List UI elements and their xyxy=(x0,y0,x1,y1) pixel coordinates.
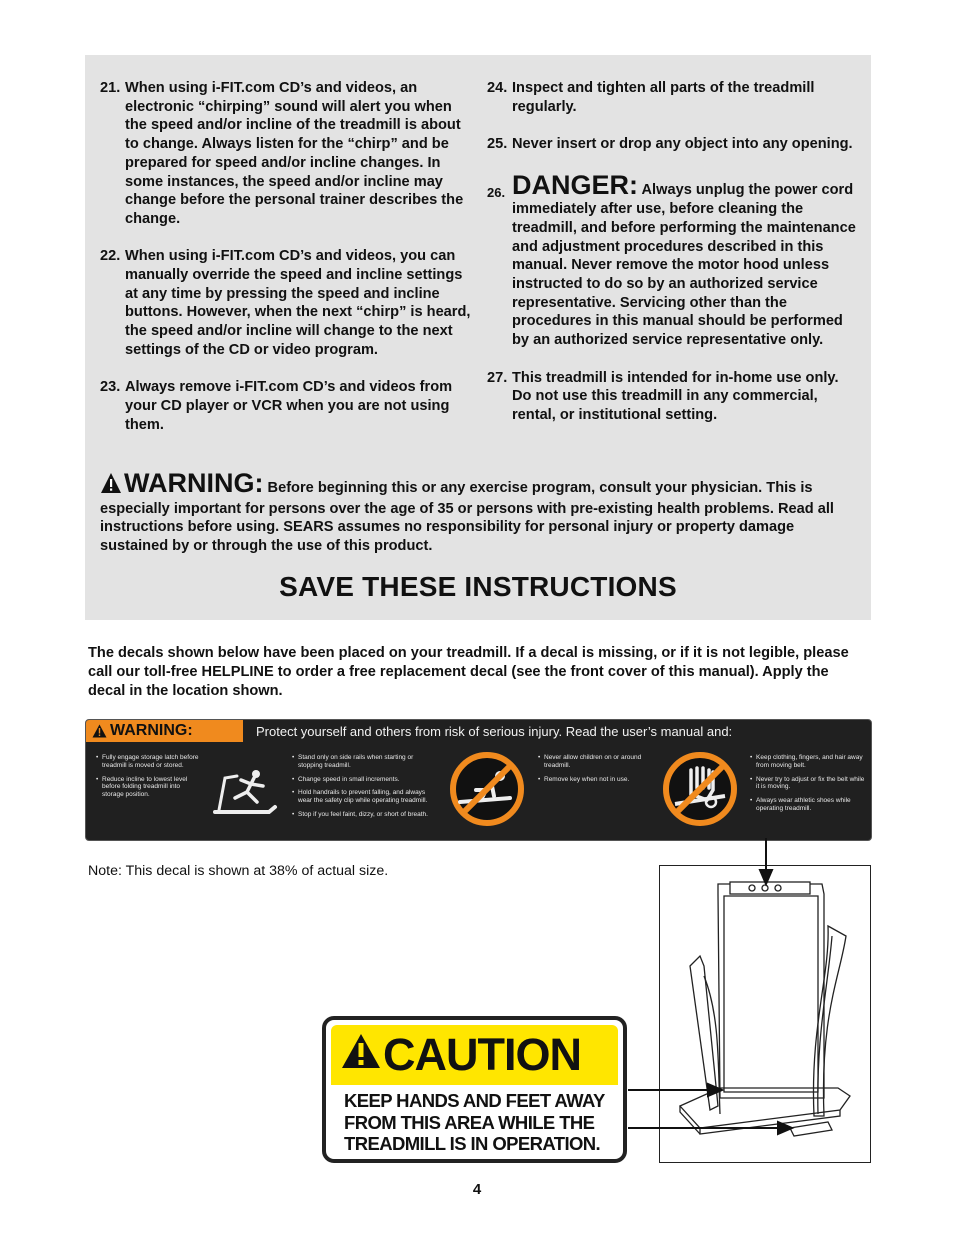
caution-message xyxy=(344,1090,615,1155)
safety-column-left xyxy=(100,79,472,453)
falling-person-icon xyxy=(211,760,281,820)
safety-column-right xyxy=(487,79,859,443)
safety-item-27 xyxy=(487,369,859,425)
item-number: 22. xyxy=(100,248,121,265)
warning-word: WARNING: xyxy=(124,468,264,498)
item-number: 26. xyxy=(487,185,506,201)
decal-col-2 xyxy=(292,754,437,825)
treadmill-illustration xyxy=(659,865,871,1163)
no-children-icon xyxy=(448,750,526,828)
decal-col-4 xyxy=(750,754,865,819)
decal-bullet: • Always wear athletic shoes while operating treadmill. xyxy=(750,797,865,813)
caution-line: FROM THIS AREA WHILE THE xyxy=(344,1111,595,1133)
decal-bullet: • Change speed in small increments. xyxy=(292,776,437,784)
item-text: This treadmill is intended for in-home use only. Do not use this treadmill in any commercial, rental, or institutional setting. xyxy=(512,369,839,423)
item-text xyxy=(512,172,859,349)
danger-text: Always unplug the power cord immediately after use, before cleaning the treadmill, and before performing the maintenance and adjustment procedures described in this manual. Never remove the motor hood unless instructed to do so by an authorized service representative. Servicing other than the procedures in this manual should be performed by an authorized service representative only. xyxy=(512,182,856,349)
decal-bullet: • Never allow children on or around treadmill. xyxy=(538,754,648,770)
decal-bullet: • Stop if you feel faint, dizzy, or short of breath. xyxy=(292,811,437,819)
item-number: 25. xyxy=(487,136,508,153)
decal-intro-text: The decals shown below have been placed on your treadmill. If a decal is missing, or if it is not legible, please call our toll-free HELPLINE to order a free replacement decal (see the front cover of this manual). Apply the decal in the location shown. xyxy=(88,645,849,699)
warning-decal xyxy=(85,719,872,841)
safety-item-24 xyxy=(487,79,859,116)
item-text: Never insert or drop any object into any opening. xyxy=(512,136,853,153)
item-number: 21. xyxy=(100,80,121,96)
decal-bullet: • Stand only on side rails when starting or stopping treadmill. xyxy=(292,754,437,770)
decal-size-note: Note: This decal is shown at 38% of actual size. xyxy=(88,863,389,879)
caution-band xyxy=(331,1025,618,1085)
item-number: 23. xyxy=(100,379,121,396)
safety-item-26 xyxy=(487,172,859,349)
decal-header-text: Protect yourself and others from risk of serious injury. Read the user’s manual and: xyxy=(256,724,733,739)
warning-triangle-icon xyxy=(100,472,122,500)
danger-word: DANGER: xyxy=(512,170,638,201)
decal-bullet: • Keep clothing, fingers, and hair away from moving belt. xyxy=(750,754,865,770)
warning-paragraph xyxy=(100,468,860,556)
decal-bullet: • Hold handrails to prevent falling, and always wear the safety clip while operating treadmill. xyxy=(292,789,437,805)
decal-bullet: • Reduce incline to lowest level before folding treadmill into storage position. xyxy=(96,776,201,799)
save-instructions-title: SAVE THESE INSTRUCTIONS xyxy=(279,571,677,602)
item-text: When using i-FIT.com CD’s and videos, an electronic “chirping” sound will alert you when the speed and/or incline of the treadmill is about to change. Always listen for the “chirp” and be prepared for speed and/or incline changes. In some instances, the speed and/or incline may change before the personal trainer describes the change. xyxy=(125,80,464,227)
item-text: Inspect and tighten all parts of the treadmill regularly. xyxy=(512,80,815,115)
decal-bullet: • Fully engage storage latch before treadmill is moved or stored. xyxy=(96,754,201,770)
decal-warning-triangle-icon xyxy=(92,724,107,738)
decal-bullet: • Remove key when not in use. xyxy=(538,776,648,784)
caution-word: CAUTION xyxy=(383,1029,581,1080)
safety-item-23 xyxy=(100,378,472,434)
decal-col-3 xyxy=(538,754,648,789)
safety-item-21 xyxy=(100,79,472,229)
treadmill-folded-icon xyxy=(660,866,870,1162)
safety-item-25 xyxy=(487,135,859,154)
page-number: 4 xyxy=(472,1181,482,1198)
decal-bullet: • Never try to adjust or fix the belt while it is moving. xyxy=(750,776,865,792)
item-text: Always remove i-FIT.com CD’s and videos from your CD player or VCR when you are not using them. xyxy=(125,379,453,433)
caution-triangle-icon xyxy=(341,1033,381,1069)
caution-decal xyxy=(322,1016,627,1163)
decal-badge-label: WARNING: xyxy=(110,722,193,739)
safety-item-22 xyxy=(100,247,472,359)
caution-line: KEEP HANDS AND FEET AWAY xyxy=(344,1090,605,1111)
warning-text: Before beginning this or any exercise program, consult your physician. This is especially important for persons over the age of 35 or persons with pre-existing health problems. Read all instructions before using. SEARS assumes no responsibility for personal injury or property damage sustained by or through the use of this product. xyxy=(100,480,834,555)
no-hands-icon xyxy=(661,750,739,828)
item-text: When using i-FIT.com CD’s and videos, you can manually override the speed and incline settings at any time by pressing the speed and incline buttons. However, when the next “chirp” is heard, the speed and/or incline will change to the next settings of the CD or video program. xyxy=(125,248,471,358)
decal-warning-badge xyxy=(86,720,243,742)
item-number: 27. xyxy=(487,369,508,386)
decal-col-1 xyxy=(96,754,201,805)
item-number: 24. xyxy=(487,80,508,96)
caution-line: TREADMILL IS IN OPERATION. xyxy=(344,1133,601,1154)
